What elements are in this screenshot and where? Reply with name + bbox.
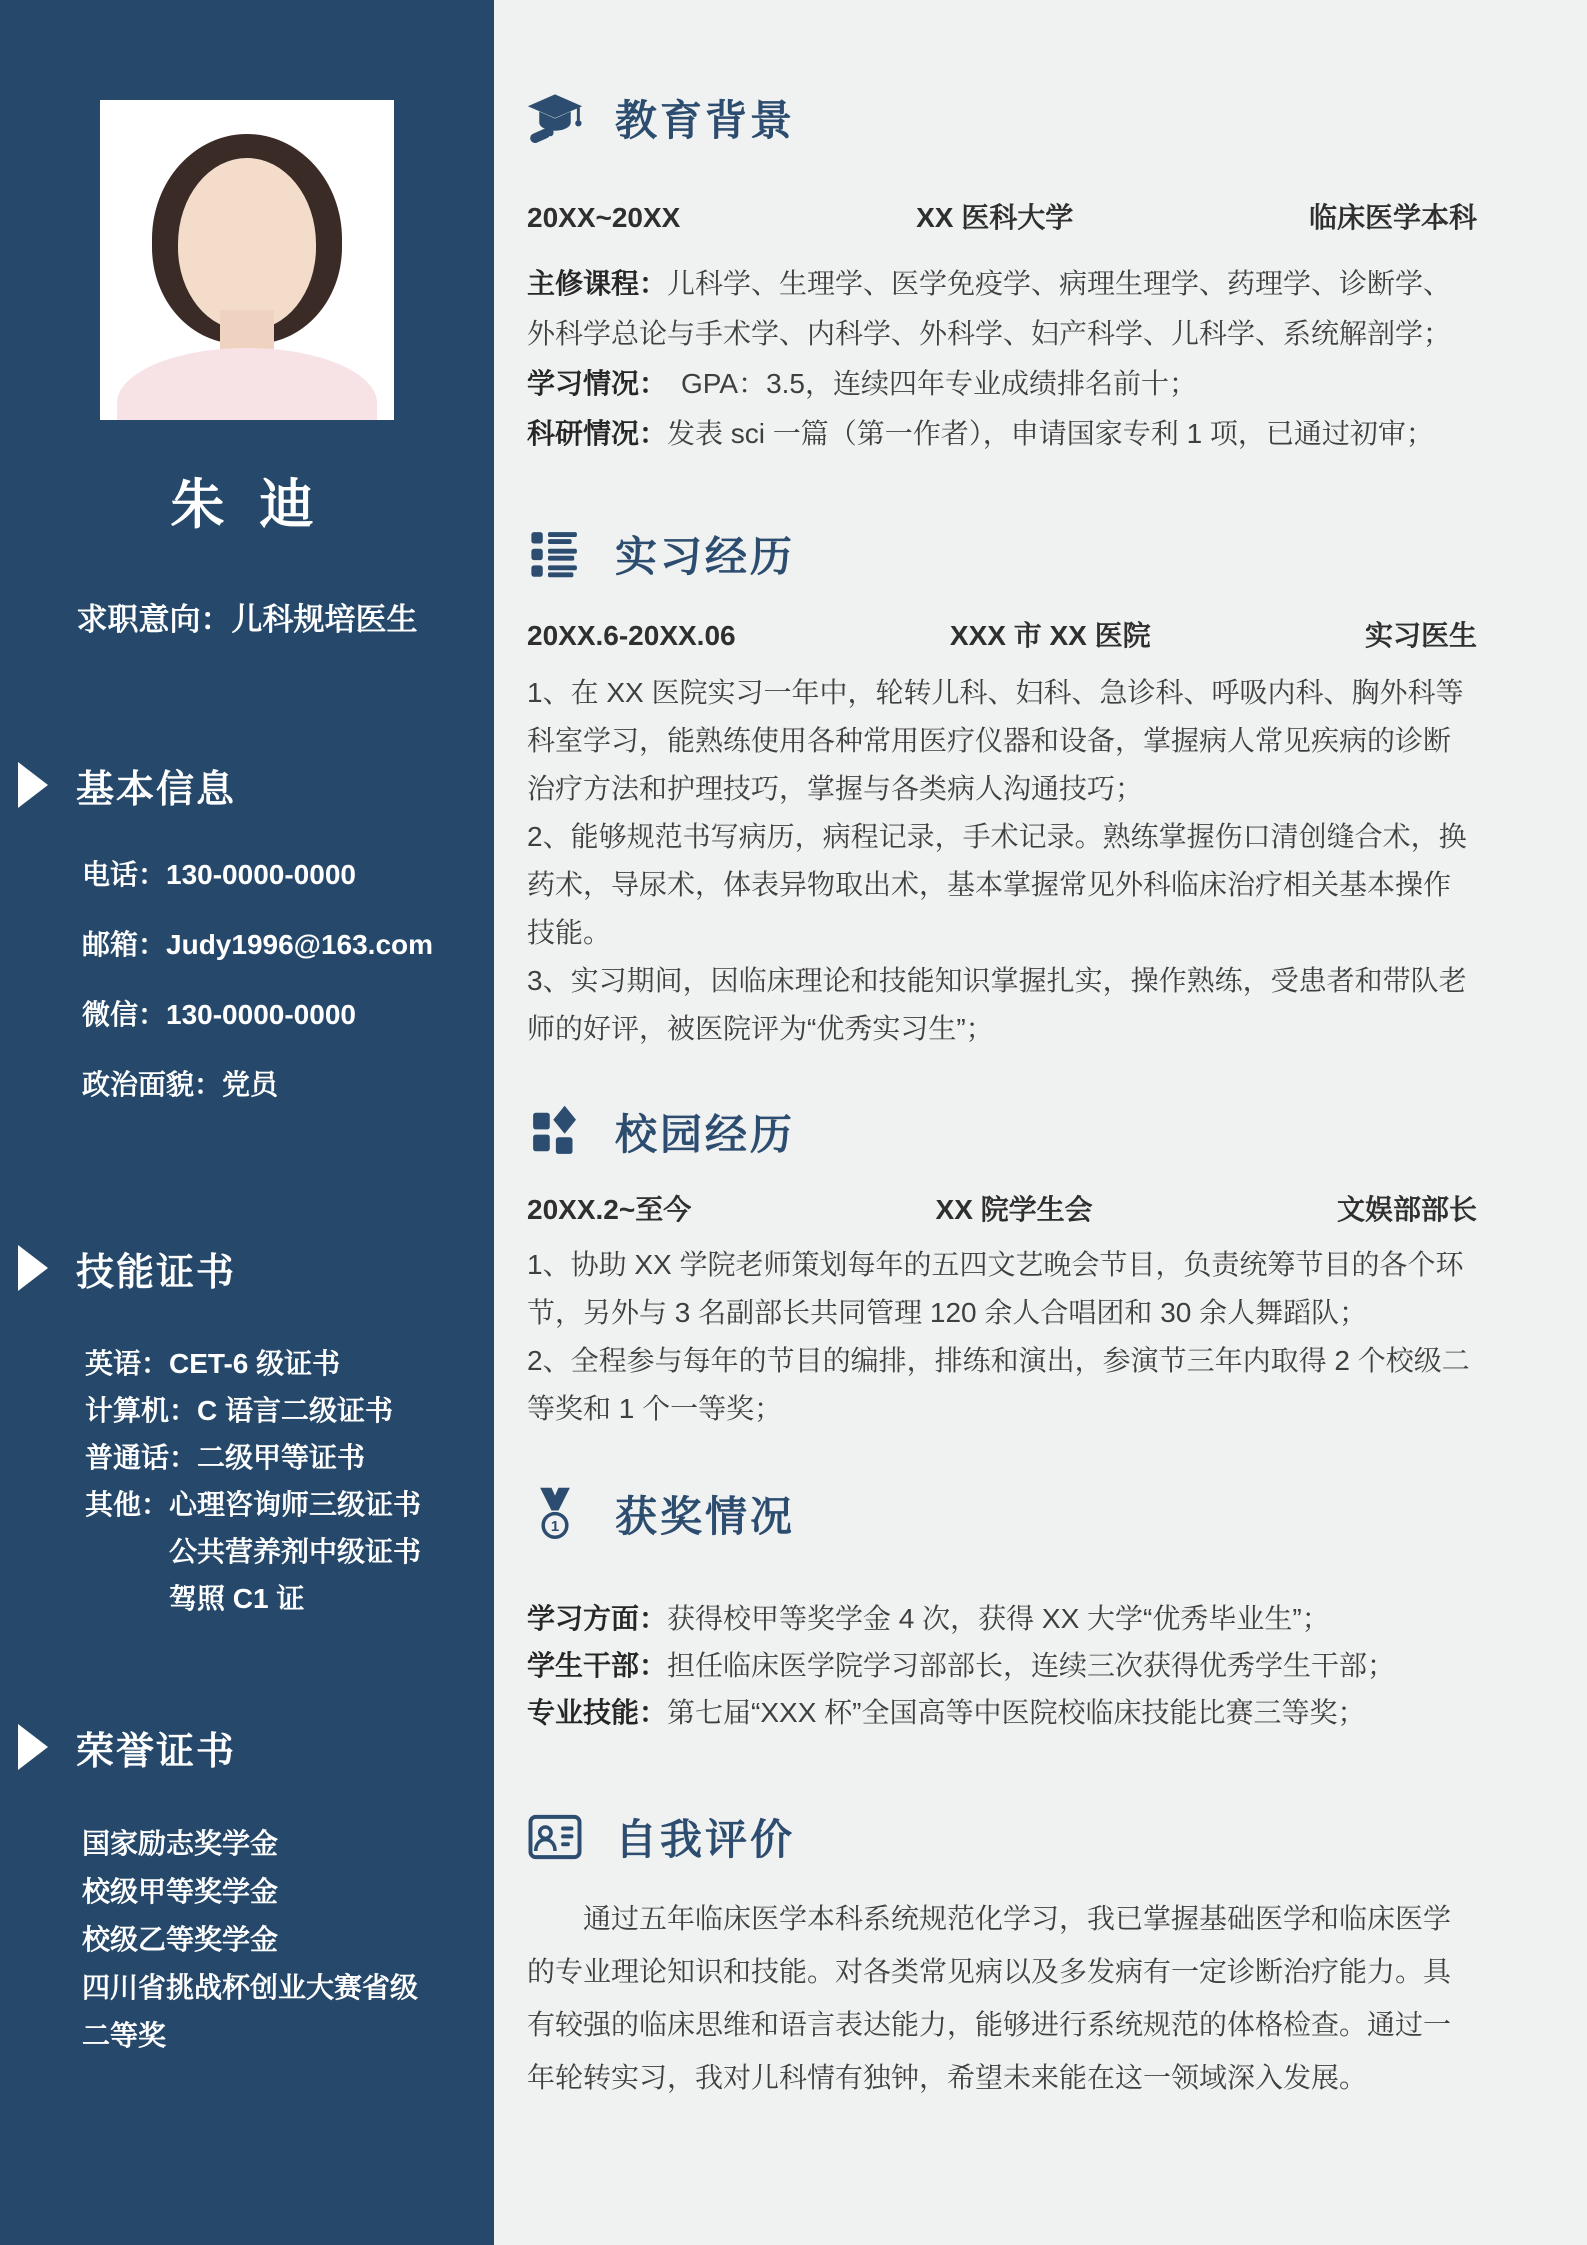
list-item: [0, 1000, 494, 1030]
info-value: Judy1996@163.com: [166, 929, 434, 960]
line-label: 专业技能：: [527, 1697, 668, 1728]
internship-paragraph: 2、能够规范书写病历，病程记录，手术记录。熟练掌握伤口清创缝合术，换药术，导尿术，体表异物取出术，基本掌握常见外科临床治疗相关基本操作技能。: [527, 821, 1467, 948]
basic-info-list: [0, 860, 494, 1100]
education-body: [527, 259, 1477, 459]
section-campus: [527, 1099, 1477, 1433]
info-label: 微信：: [82, 999, 167, 1030]
hospital: XXX 市 XX 医院: [949, 620, 1151, 651]
section-awards: [527, 1481, 1477, 1736]
internship-row: [527, 619, 1477, 653]
honor-list: [0, 1820, 494, 2060]
list-item: [0, 1387, 494, 1434]
line-label: 科研情况：: [527, 418, 668, 449]
section-title: 自我评价: [615, 1816, 796, 1863]
position: 文娱部部长: [1336, 1194, 1477, 1225]
job-intention: 求职意向：儿科规培医生: [76, 602, 418, 637]
info-label: 邮箱：: [82, 929, 167, 960]
campus-header: [527, 1099, 1477, 1165]
skill-list: [0, 1340, 494, 1622]
skill-value: 公共营养剂中级证书: [169, 1536, 422, 1567]
skill-label: 其他：: [85, 1489, 170, 1520]
education-line: [527, 359, 1477, 409]
graduation-cap-icon: [527, 89, 583, 147]
skill-value: 驾照 C1 证: [169, 1583, 305, 1614]
sidebar-section-title: 技能证书: [76, 1251, 237, 1294]
sidebar-section-title: 荣誉证书: [76, 1730, 237, 1773]
info-label: 政治面貌：: [82, 1069, 223, 1100]
tiles-icon: [527, 1103, 583, 1161]
info-label: 电话：: [82, 859, 167, 890]
info-value: 党员: [222, 1069, 279, 1100]
triangle-icon: [18, 1245, 48, 1291]
list-item: 校级乙等奖学金: [82, 1924, 279, 1955]
triangle-icon: [18, 1724, 48, 1770]
self-evaluation-paragraph: 通过五年临床医学本科系统规范化学习，我已掌握基础医学和临床医学的专业理论知识和技能。对各类常见病以及多发病有一定诊断治疗能力。具有较强的临床思维和语言表达能力，能够进行系统规范的体格检查。通过一年轮转实习，我对儿科情有独钟，希望未来能在这一领域深入发展。: [527, 1903, 1452, 2093]
medal-icon: [527, 1485, 583, 1543]
skill-value: 心理咨询师三级证书: [169, 1489, 422, 1520]
main-content: [494, 0, 1587, 2245]
skill-value: C 语言二级证书: [197, 1395, 394, 1426]
campus-paragraph: 1、协助 XX 学院老师策划每年的五四文艺晚会节目，负责统筹节目的各个环节，另外与 3 名副部长共同管理 120 余人合唱团和 30 余人舞蹈队；: [527, 1249, 1464, 1328]
internship-paragraph: 3、实习期间，因临床理论和技能知识掌握扎实，操作熟练，受患者和带队老师的好评，被医院评为“优秀实习生”；: [527, 965, 1467, 1044]
skill-label: 计算机：: [85, 1395, 198, 1426]
section-title: 获奖情况: [615, 1493, 796, 1540]
period: 20XX.2~至今: [527, 1194, 692, 1225]
info-value: 130-0000-0000: [166, 859, 356, 890]
award-line: [527, 1642, 1477, 1689]
campus-row: [527, 1193, 1477, 1227]
internship-body: [527, 669, 1477, 1053]
education-header: [527, 85, 1477, 151]
line-text: 担任临床医学院学习部部长，连续三次获得优秀学生干部；: [667, 1650, 1396, 1681]
internship-paragraph: 1、在 XX 医院实习一年中，轮转儿科、妇科、急诊科、呼吸内科、胸外科等科室学习，能熟练使用各种常用医疗仪器和设备，掌握病人常见疾病的诊断治疗方法和护理技巧，掌握与各类病人沟通技巧；: [527, 677, 1464, 804]
self-evaluation-header: [527, 1804, 1477, 1870]
skill-value: CET-6 级证书: [169, 1348, 341, 1379]
list-icon: [527, 525, 583, 583]
skill-values: [169, 1481, 421, 1622]
skill-label: 普通话：: [85, 1442, 198, 1473]
list-item: 二等奖: [82, 2020, 167, 2051]
section-title: 实习经历: [615, 533, 796, 580]
list-item: [0, 1340, 494, 1387]
section-self-evaluation: [527, 1804, 1477, 2104]
sidebar-section-honors: [0, 1722, 494, 1772]
line-text: 发表 sci 一篇（第一作者），申请国家专利 1 项，已通过初审；: [667, 418, 1434, 449]
period: 20XX.6-20XX.06: [527, 620, 736, 651]
organization: XX 院学生会: [935, 1194, 1093, 1225]
list-item: 四川省挑战杯创业大赛省级: [82, 1972, 419, 2003]
id-card-icon: [527, 1808, 583, 1866]
candidate-name: 朱 迪: [170, 475, 324, 535]
list-item: [0, 1070, 494, 1100]
list-item: [0, 860, 494, 890]
awards-body: [527, 1595, 1477, 1736]
education-row: [527, 201, 1477, 235]
line-text: 获得校甲等奖学金 4 次，获得 XX 大学“优秀毕业生”；: [667, 1603, 1330, 1634]
sidebar: [0, 0, 494, 2245]
list-item: [0, 1434, 494, 1481]
info-value: 130-0000-0000: [166, 999, 356, 1030]
education-line: [527, 259, 1477, 359]
line-label: 学习情况：: [527, 368, 654, 399]
education-line: [527, 409, 1477, 459]
avatar-shirt: [117, 348, 377, 420]
awards-header: [527, 1481, 1477, 1547]
skill-label: 英语：: [85, 1348, 170, 1379]
list-item: [0, 1481, 494, 1622]
avatar: [100, 100, 394, 420]
degree: 临床医学本科: [1308, 202, 1477, 233]
campus-body: [527, 1241, 1477, 1433]
section-title: 校园经历: [615, 1111, 796, 1158]
line-text: GPA：3.5，连续四年专业成绩排名前十；: [653, 368, 1197, 399]
line-label: 学生干部：: [527, 1650, 668, 1681]
list-item: 校级甲等奖学金: [82, 1876, 279, 1907]
line-label: 学习方面：: [527, 1603, 668, 1634]
internship-header: [527, 521, 1477, 587]
skill-value: 二级甲等证书: [197, 1442, 366, 1473]
line-label: 主修课程：: [527, 268, 668, 299]
award-line: [527, 1595, 1477, 1642]
triangle-icon: [18, 762, 48, 808]
medal-number: 1: [550, 1519, 560, 1536]
section-title: 教育背景: [615, 97, 796, 144]
school: XX 医科大学: [916, 202, 1074, 233]
position: 实习医生: [1364, 620, 1477, 651]
list-item: [0, 930, 494, 960]
list-item: 国家励志奖学金: [82, 1828, 279, 1859]
sidebar-section-basic-info: [0, 760, 494, 810]
avatar-face: [178, 158, 316, 330]
period: 20XX~20XX: [527, 202, 681, 233]
campus-paragraph: 2、全程参与每年的节目的编排，排练和演出，参演节三年内取得 2 个校级二等奖和 1 个一等奖；: [527, 1345, 1470, 1424]
award-line: [527, 1689, 1477, 1736]
line-text: 第七届“XXX 杯”全国高等中医院校临床技能比赛三等奖；: [667, 1697, 1366, 1728]
section-education: [527, 85, 1477, 459]
sidebar-section-title: 基本信息: [76, 768, 237, 811]
line-text: 儿科学、生理学、医学免疫学、病理生理学、药理学、诊断学、外科学总论与手术学、内科学、外科学、妇产科学、儿科学、系统解剖学；: [527, 268, 1452, 349]
section-internship: [527, 521, 1477, 1053]
sidebar-section-skills: [0, 1243, 494, 1293]
